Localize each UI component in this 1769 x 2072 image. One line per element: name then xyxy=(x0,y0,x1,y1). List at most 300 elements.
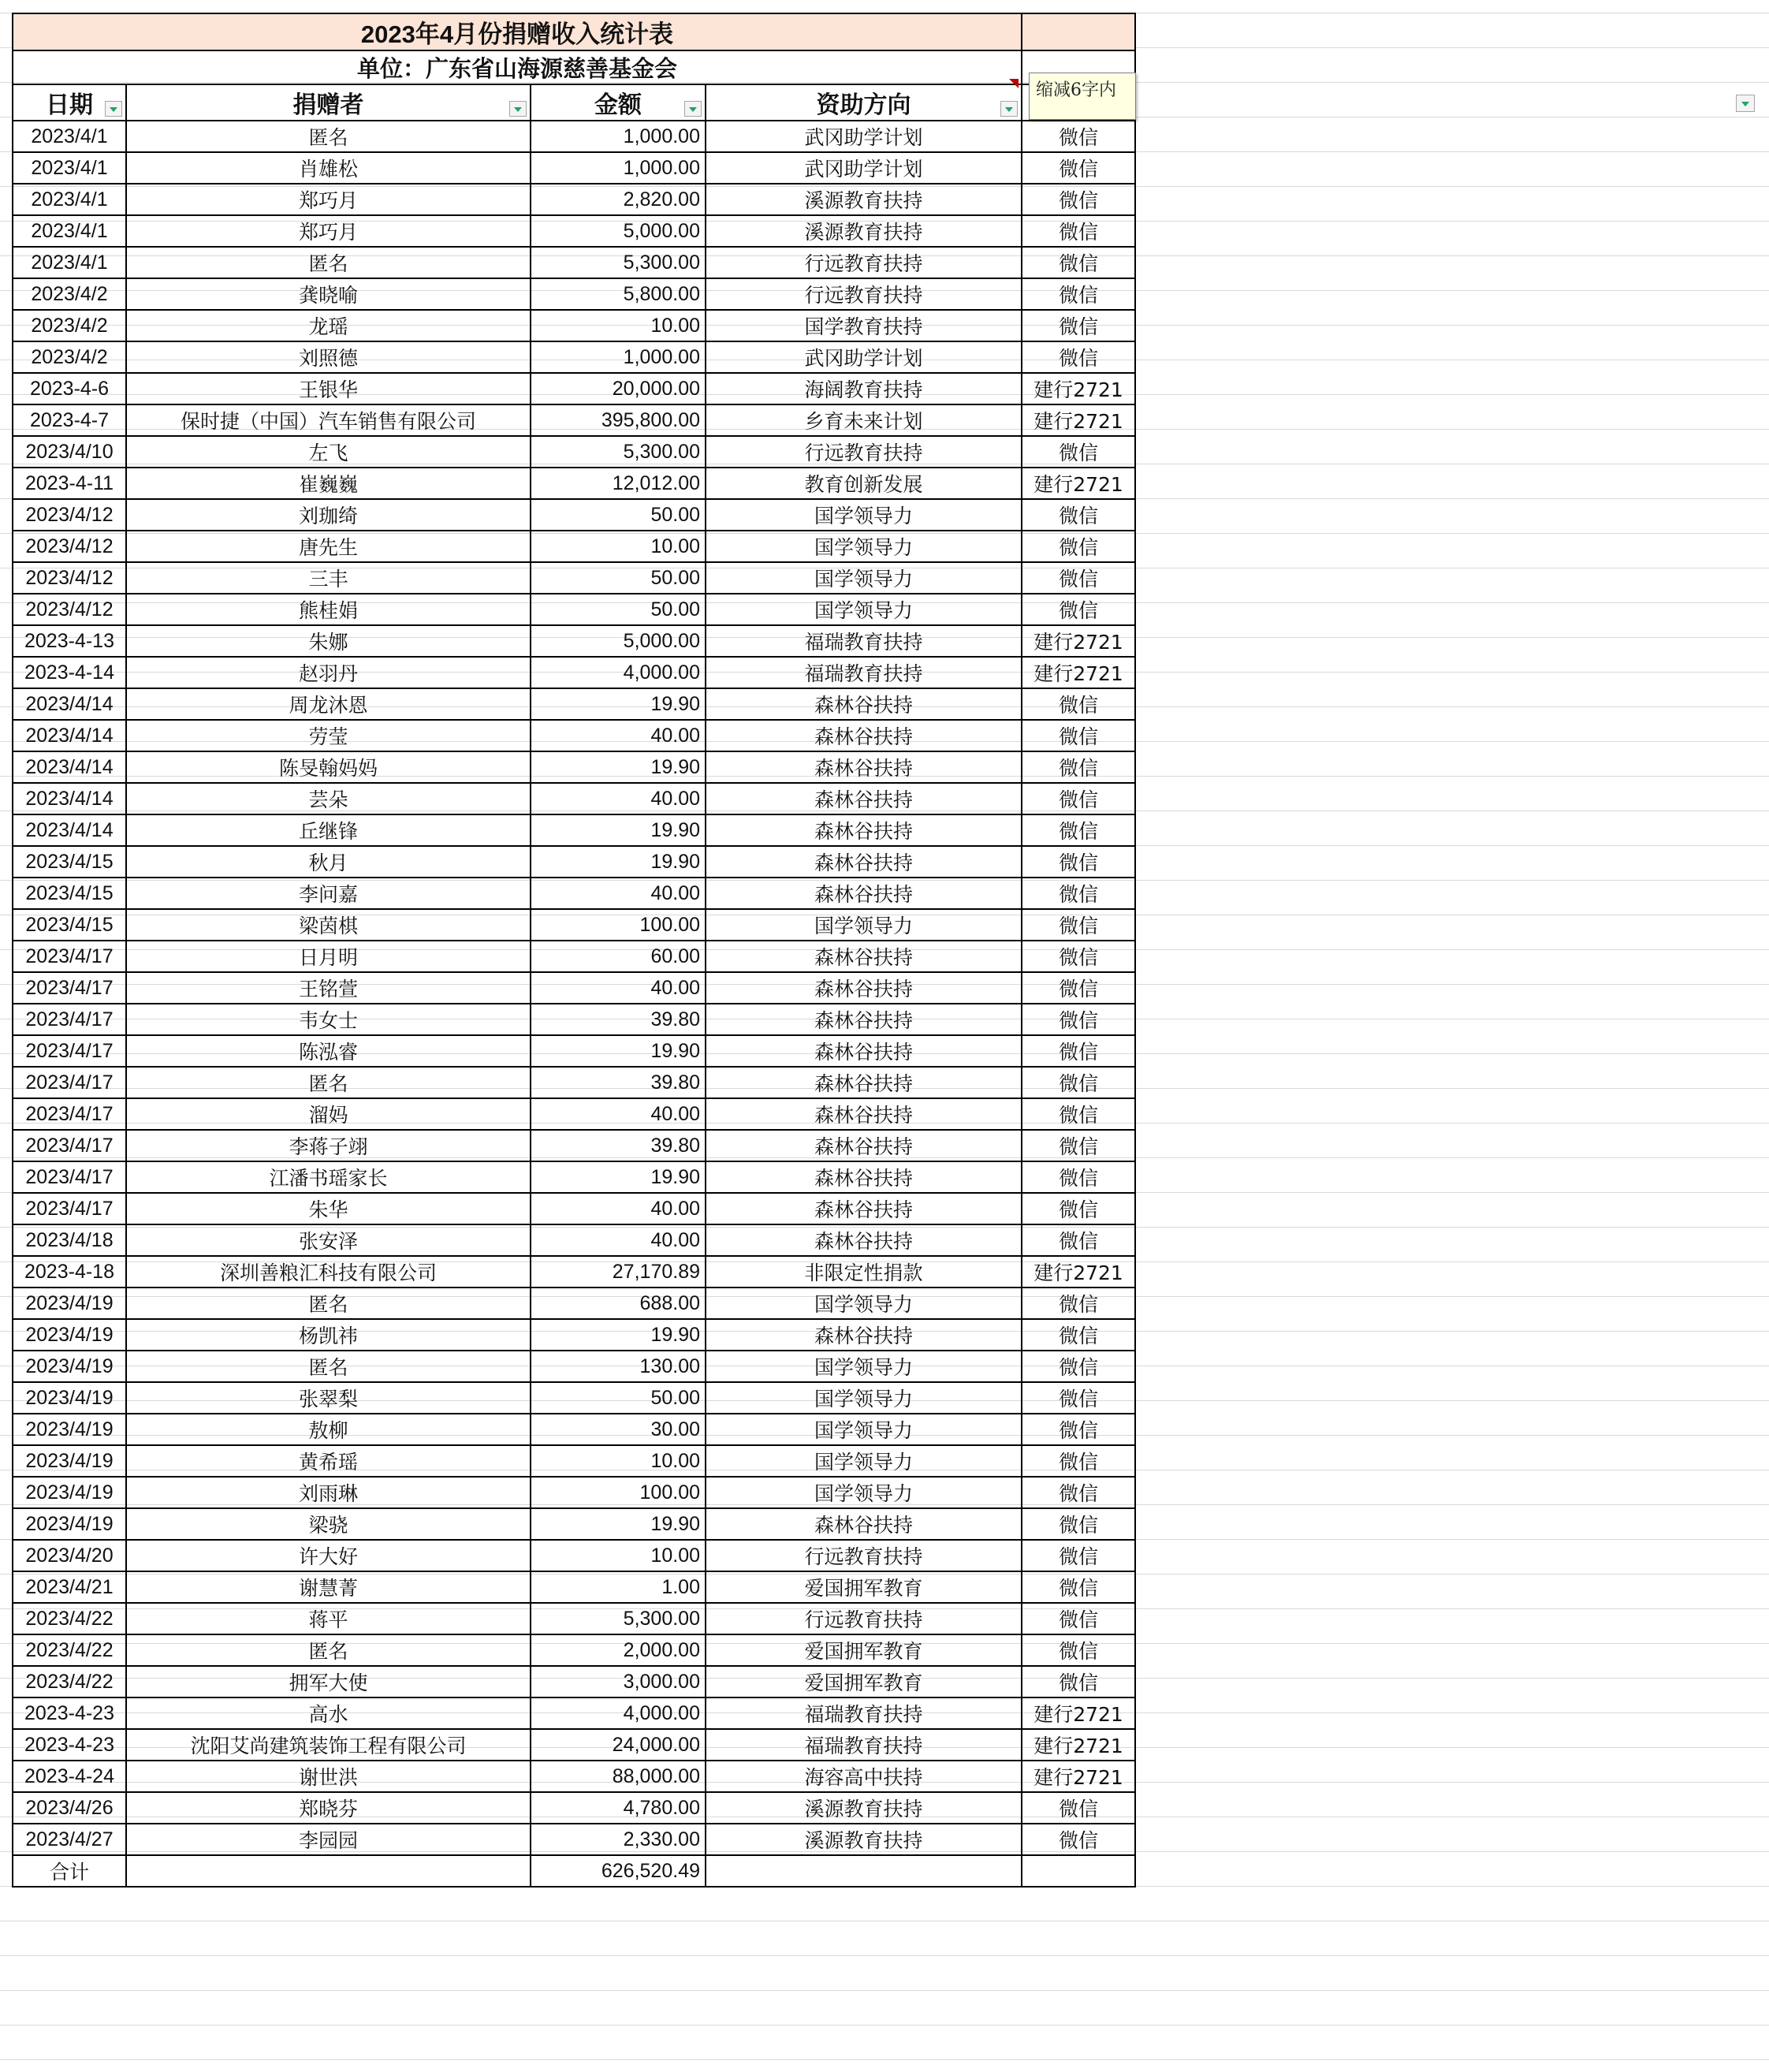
cell-channel[interactable]: 建行2721 xyxy=(1022,1729,1135,1761)
cell-channel[interactable]: 微信 xyxy=(1022,878,1135,909)
total-blank-cell[interactable] xyxy=(1022,1855,1135,1887)
cell-channel[interactable]: 微信 xyxy=(1022,184,1135,215)
cell-date[interactable]: 2023-4-13 xyxy=(13,625,126,657)
cell-direction[interactable]: 武冈助学计划 xyxy=(706,152,1022,184)
cell-channel[interactable]: 建行2721 xyxy=(1022,1761,1135,1792)
unit-label[interactable]: 单位：广东省山海源慈善基金会 xyxy=(13,50,1022,84)
cell-amount[interactable]: 19.90 xyxy=(531,751,706,783)
cell-channel[interactable]: 微信 xyxy=(1022,1161,1135,1193)
cell-channel[interactable]: 微信 xyxy=(1022,436,1135,468)
cell-amount[interactable]: 1,000.00 xyxy=(531,341,706,373)
cell-direction[interactable]: 国学领导力 xyxy=(706,531,1022,562)
cell-date[interactable]: 2023/4/20 xyxy=(13,1540,126,1571)
cell-date[interactable]: 2023/4/17 xyxy=(13,1035,126,1067)
cell-channel[interactable]: 微信 xyxy=(1022,941,1135,972)
cell-amount[interactable]: 1,000.00 xyxy=(531,121,706,152)
cell-direction[interactable]: 爱国拥军教育 xyxy=(706,1571,1022,1603)
cell-channel[interactable]: 微信 xyxy=(1022,1130,1135,1161)
cell-channel[interactable]: 微信 xyxy=(1022,341,1135,373)
cell-amount[interactable]: 40.00 xyxy=(531,720,706,751)
cell-channel[interactable]: 微信 xyxy=(1022,1666,1135,1697)
cell-channel[interactable]: 微信 xyxy=(1022,562,1135,594)
cell-amount[interactable]: 4,780.00 xyxy=(531,1792,706,1824)
cell-direction[interactable]: 溪源教育扶持 xyxy=(706,1792,1022,1824)
cell-date[interactable]: 2023/4/19 xyxy=(13,1414,126,1445)
cell-date[interactable]: 2023/4/22 xyxy=(13,1666,126,1697)
title-blank-cell[interactable] xyxy=(1022,13,1135,50)
cell-date[interactable]: 2023/4/14 xyxy=(13,814,126,846)
cell-amount[interactable]: 40.00 xyxy=(531,1098,706,1130)
cell-date[interactable]: 2023/4/1 xyxy=(13,215,126,247)
cell-donor[interactable]: 秋月 xyxy=(126,846,531,878)
cell-channel[interactable]: 微信 xyxy=(1022,1603,1135,1634)
cell-direction[interactable]: 福瑞教育扶持 xyxy=(706,1729,1022,1761)
cell-direction[interactable]: 森林谷扶持 xyxy=(706,941,1022,972)
cell-amount[interactable]: 50.00 xyxy=(531,594,706,625)
cell-donor[interactable]: 龚晓喻 xyxy=(126,278,531,310)
cell-donor[interactable]: 李问嘉 xyxy=(126,878,531,909)
cell-donor[interactable]: 黄希瑶 xyxy=(126,1445,531,1477)
cell-direction[interactable]: 森林谷扶持 xyxy=(706,1067,1022,1098)
cell-amount[interactable]: 5,300.00 xyxy=(531,247,706,278)
cell-direction[interactable]: 森林谷扶持 xyxy=(706,1193,1022,1224)
cell-donor[interactable]: 谢世洪 xyxy=(126,1761,531,1792)
cell-direction[interactable]: 行远教育扶持 xyxy=(706,1540,1022,1571)
cell-direction[interactable]: 武冈助学计划 xyxy=(706,121,1022,152)
cell-donor[interactable]: 肖雄松 xyxy=(126,152,531,184)
cell-amount[interactable]: 100.00 xyxy=(531,1477,706,1508)
cell-channel[interactable]: 微信 xyxy=(1022,1508,1135,1540)
cell-channel[interactable]: 微信 xyxy=(1022,215,1135,247)
cell-donor[interactable]: 赵羽丹 xyxy=(126,657,531,688)
cell-date[interactable]: 2023/4/15 xyxy=(13,909,126,941)
cell-date[interactable]: 2023/4/10 xyxy=(13,436,126,468)
cell-direction[interactable]: 国学领导力 xyxy=(706,499,1022,531)
cell-amount[interactable]: 50.00 xyxy=(531,499,706,531)
cell-donor[interactable]: 匿名 xyxy=(126,1351,531,1382)
cell-channel[interactable]: 微信 xyxy=(1022,814,1135,846)
cell-direction[interactable]: 国学领导力 xyxy=(706,594,1022,625)
cell-direction[interactable]: 爱国拥军教育 xyxy=(706,1666,1022,1697)
cell-channel[interactable]: 微信 xyxy=(1022,1382,1135,1414)
cell-date[interactable]: 2023/4/12 xyxy=(13,499,126,531)
cell-amount[interactable]: 19.90 xyxy=(531,814,706,846)
cell-donor[interactable]: 匿名 xyxy=(126,121,531,152)
cell-direction[interactable]: 森林谷扶持 xyxy=(706,1508,1022,1540)
cell-amount[interactable]: 19.90 xyxy=(531,1319,706,1351)
cell-amount[interactable]: 1,000.00 xyxy=(531,152,706,184)
cell-amount[interactable]: 40.00 xyxy=(531,1193,706,1224)
cell-donor[interactable]: 敖柳 xyxy=(126,1414,531,1445)
cell-direction[interactable]: 森林谷扶持 xyxy=(706,878,1022,909)
total-amount[interactable]: 626,520.49 xyxy=(531,1855,706,1887)
cell-amount[interactable]: 40.00 xyxy=(531,783,706,814)
cell-channel[interactable]: 微信 xyxy=(1022,1414,1135,1445)
cell-donor[interactable]: 刘照德 xyxy=(126,341,531,373)
cell-date[interactable]: 2023/4/2 xyxy=(13,278,126,310)
cell-direction[interactable]: 行远教育扶持 xyxy=(706,247,1022,278)
cell-donor[interactable]: 高水 xyxy=(126,1697,531,1729)
cell-donor[interactable]: 匿名 xyxy=(126,1634,531,1666)
cell-donor[interactable]: 左飞 xyxy=(126,436,531,468)
cell-donor[interactable]: 韦女士 xyxy=(126,1004,531,1035)
cell-date[interactable]: 2023/4/12 xyxy=(13,531,126,562)
cell-channel[interactable]: 建行2721 xyxy=(1022,1697,1135,1729)
sheet-title[interactable]: 2023年4月份捐赠收入统计表 xyxy=(13,13,1022,50)
cell-direction[interactable]: 森林谷扶持 xyxy=(706,972,1022,1004)
cell-amount[interactable]: 2,330.00 xyxy=(531,1824,706,1855)
cell-channel[interactable]: 微信 xyxy=(1022,247,1135,278)
cell-amount[interactable]: 4,000.00 xyxy=(531,657,706,688)
cell-amount[interactable]: 5,800.00 xyxy=(531,278,706,310)
cell-channel[interactable]: 微信 xyxy=(1022,1288,1135,1319)
cell-channel[interactable]: 微信 xyxy=(1022,531,1135,562)
filter-dropdown-icon[interactable] xyxy=(105,101,122,117)
cell-amount[interactable]: 10.00 xyxy=(531,1540,706,1571)
cell-date[interactable]: 2023/4/15 xyxy=(13,878,126,909)
filter-dropdown-icon[interactable] xyxy=(1000,101,1018,117)
cell-date[interactable]: 2023/4/2 xyxy=(13,341,126,373)
cell-direction[interactable]: 国学领导力 xyxy=(706,1477,1022,1508)
cell-donor[interactable]: 李园园 xyxy=(126,1824,531,1855)
cell-amount[interactable]: 19.90 xyxy=(531,1508,706,1540)
cell-donor[interactable]: 龙瑶 xyxy=(126,310,531,341)
cell-donor[interactable]: 陈旻翰妈妈 xyxy=(126,751,531,783)
cell-amount[interactable]: 130.00 xyxy=(531,1351,706,1382)
cell-amount[interactable]: 39.80 xyxy=(531,1130,706,1161)
cell-donor[interactable]: 三丰 xyxy=(126,562,531,594)
cell-date[interactable]: 2023/4/19 xyxy=(13,1288,126,1319)
cell-amount[interactable]: 3,000.00 xyxy=(531,1666,706,1697)
cell-channel[interactable]: 微信 xyxy=(1022,121,1135,152)
cell-channel[interactable]: 微信 xyxy=(1022,1634,1135,1666)
cell-amount[interactable]: 27,170.89 xyxy=(531,1256,706,1288)
cell-channel[interactable]: 微信 xyxy=(1022,1035,1135,1067)
cell-amount[interactable]: 395,800.00 xyxy=(531,404,706,436)
cell-date[interactable]: 2023/4/26 xyxy=(13,1792,126,1824)
cell-direction[interactable]: 国学领导力 xyxy=(706,1288,1022,1319)
cell-comment-box[interactable]: 缩减6字内 xyxy=(1029,73,1136,120)
cell-donor[interactable]: 蒋平 xyxy=(126,1603,531,1634)
cell-date[interactable]: 2023/4/19 xyxy=(13,1319,126,1351)
cell-donor[interactable]: 匿名 xyxy=(126,1288,531,1319)
cell-amount[interactable]: 40.00 xyxy=(531,1224,706,1256)
table-row xyxy=(13,184,1135,215)
cell-direction[interactable]: 国学领导力 xyxy=(706,1445,1022,1477)
cell-direction[interactable]: 森林谷扶持 xyxy=(706,1319,1022,1351)
cell-date[interactable]: 2023-4-24 xyxy=(13,1761,126,1792)
cell-channel[interactable]: 微信 xyxy=(1022,1351,1135,1382)
cell-date[interactable]: 2023/4/2 xyxy=(13,310,126,341)
cell-amount[interactable]: 10.00 xyxy=(531,310,706,341)
cell-amount[interactable]: 5,000.00 xyxy=(531,625,706,657)
cell-direction[interactable]: 森林谷扶持 xyxy=(706,1004,1022,1035)
cell-direction[interactable]: 森林谷扶持 xyxy=(706,1035,1022,1067)
cell-donor[interactable]: 刘雨琳 xyxy=(126,1477,531,1508)
cell-donor[interactable]: 拥军大使 xyxy=(126,1666,531,1697)
cell-amount[interactable]: 39.80 xyxy=(531,1067,706,1098)
cell-direction[interactable]: 福瑞教育扶持 xyxy=(706,657,1022,688)
cell-date[interactable]: 2023/4/17 xyxy=(13,1193,126,1224)
cell-amount[interactable]: 10.00 xyxy=(531,531,706,562)
cell-channel[interactable]: 微信 xyxy=(1022,751,1135,783)
total-label[interactable]: 合计 xyxy=(13,1855,126,1887)
cell-channel[interactable]: 微信 xyxy=(1022,783,1135,814)
cell-donor[interactable]: 深圳善粮汇科技有限公司 xyxy=(126,1256,531,1288)
cell-date[interactable]: 2023/4/12 xyxy=(13,594,126,625)
cell-amount[interactable]: 10.00 xyxy=(531,1445,706,1477)
cell-amount[interactable]: 88,000.00 xyxy=(531,1761,706,1792)
filter-dropdown-icon[interactable] xyxy=(684,101,702,117)
cell-date[interactable]: 2023/4/21 xyxy=(13,1571,126,1603)
total-blank-cell[interactable] xyxy=(126,1855,531,1887)
cell-amount[interactable]: 30.00 xyxy=(531,1414,706,1445)
cell-donor[interactable]: 劳莹 xyxy=(126,720,531,751)
cell-date[interactable]: 2023/4/17 xyxy=(13,1130,126,1161)
cell-channel[interactable]: 建行2721 xyxy=(1022,1256,1135,1288)
cell-date[interactable]: 2023/4/27 xyxy=(13,1824,126,1855)
cell-amount[interactable]: 50.00 xyxy=(531,562,706,594)
cell-donor[interactable]: 熊桂娟 xyxy=(126,594,531,625)
cell-direction[interactable]: 森林谷扶持 xyxy=(706,783,1022,814)
cell-donor[interactable]: 朱华 xyxy=(126,1193,531,1224)
cell-direction[interactable]: 乡育未来计划 xyxy=(706,404,1022,436)
cell-direction[interactable]: 森林谷扶持 xyxy=(706,814,1022,846)
table-row xyxy=(13,1477,1135,1508)
cell-donor[interactable]: 张安泽 xyxy=(126,1224,531,1256)
cell-direction[interactable]: 森林谷扶持 xyxy=(706,688,1022,720)
cell-date[interactable]: 2023/4/14 xyxy=(13,720,126,751)
cell-donor[interactable]: 溜妈 xyxy=(126,1098,531,1130)
cell-date[interactable]: 2023-4-14 xyxy=(13,657,126,688)
cell-donor[interactable]: 王铭萱 xyxy=(126,972,531,1004)
cell-donor[interactable]: 江潘书瑶家长 xyxy=(126,1161,531,1193)
cell-donor[interactable]: 杨凯祎 xyxy=(126,1319,531,1351)
cell-amount[interactable]: 2,820.00 xyxy=(531,184,706,215)
cell-date[interactable]: 2023-4-18 xyxy=(13,1256,126,1288)
cell-direction[interactable]: 森林谷扶持 xyxy=(706,846,1022,878)
cell-donor[interactable]: 谢慧菁 xyxy=(126,1571,531,1603)
cell-date[interactable]: 2023/4/12 xyxy=(13,562,126,594)
cell-direction[interactable]: 福瑞教育扶持 xyxy=(706,1697,1022,1729)
cell-date[interactable]: 2023/4/19 xyxy=(13,1508,126,1540)
cell-donor[interactable]: 保时捷（中国）汽车销售有限公司 xyxy=(126,404,531,436)
cell-amount[interactable]: 24,000.00 xyxy=(531,1729,706,1761)
cell-channel[interactable]: 微信 xyxy=(1022,846,1135,878)
cell-date[interactable]: 2023/4/19 xyxy=(13,1382,126,1414)
cell-amount[interactable]: 40.00 xyxy=(531,878,706,909)
cell-donor[interactable]: 崔巍巍 xyxy=(126,468,531,499)
cell-channel[interactable]: 微信 xyxy=(1022,278,1135,310)
cell-channel[interactable]: 微信 xyxy=(1022,1540,1135,1571)
cell-direction[interactable]: 国学领导力 xyxy=(706,909,1022,941)
cell-direction[interactable]: 海阔教育扶持 xyxy=(706,373,1022,404)
cell-amount[interactable]: 19.90 xyxy=(531,1035,706,1067)
cell-direction[interactable]: 行远教育扶持 xyxy=(706,278,1022,310)
cell-donor[interactable]: 张翠梨 xyxy=(126,1382,531,1414)
cell-donor[interactable]: 匿名 xyxy=(126,247,531,278)
cell-donor[interactable]: 郑巧月 xyxy=(126,215,531,247)
header-amount[interactable] xyxy=(531,84,706,121)
cell-donor[interactable]: 王银华 xyxy=(126,373,531,404)
cell-date[interactable]: 2023-4-23 xyxy=(13,1697,126,1729)
cell-channel[interactable]: 微信 xyxy=(1022,594,1135,625)
cell-donor[interactable]: 陈泓睿 xyxy=(126,1035,531,1067)
cell-channel[interactable]: 微信 xyxy=(1022,1193,1135,1224)
header-donor[interactable] xyxy=(126,84,531,121)
cell-direction[interactable]: 森林谷扶持 xyxy=(706,1161,1022,1193)
cell-amount[interactable]: 20,000.00 xyxy=(531,373,706,404)
cell-donor[interactable]: 日月明 xyxy=(126,941,531,972)
cell-date[interactable]: 2023/4/17 xyxy=(13,941,126,972)
cell-date[interactable]: 2023/4/14 xyxy=(13,688,126,720)
cell-date[interactable]: 2023/4/17 xyxy=(13,1067,126,1098)
cell-donor[interactable]: 芸朵 xyxy=(126,783,531,814)
cell-date[interactable]: 2023-4-7 xyxy=(13,404,126,436)
cell-direction[interactable]: 森林谷扶持 xyxy=(706,720,1022,751)
cell-donor[interactable]: 刘珈绮 xyxy=(126,499,531,531)
cell-date[interactable]: 2023/4/14 xyxy=(13,783,126,814)
cell-date[interactable]: 2023/4/19 xyxy=(13,1351,126,1382)
donation-table xyxy=(12,13,1136,1888)
cell-date[interactable]: 2023/4/22 xyxy=(13,1634,126,1666)
cell-channel[interactable]: 微信 xyxy=(1022,152,1135,184)
cell-direction[interactable]: 森林谷扶持 xyxy=(706,751,1022,783)
cell-donor[interactable]: 李蒋子翊 xyxy=(126,1130,531,1161)
cell-channel[interactable]: 微信 xyxy=(1022,1571,1135,1603)
cell-donor[interactable]: 匿名 xyxy=(126,1067,531,1098)
cell-donor[interactable]: 梁骁 xyxy=(126,1508,531,1540)
cell-channel[interactable]: 建行2721 xyxy=(1022,657,1135,688)
cell-direction[interactable]: 国学领导力 xyxy=(706,1414,1022,1445)
cell-direction[interactable]: 爱国拥军教育 xyxy=(706,1634,1022,1666)
cell-direction[interactable]: 国学领导力 xyxy=(706,1382,1022,1414)
cell-channel[interactable]: 建行2721 xyxy=(1022,373,1135,404)
cell-direction[interactable]: 溪源教育扶持 xyxy=(706,1824,1022,1855)
cell-date[interactable]: 2023/4/1 xyxy=(13,184,126,215)
cell-date[interactable]: 2023/4/19 xyxy=(13,1477,126,1508)
cell-date[interactable]: 2023/4/17 xyxy=(13,1004,126,1035)
cell-direction[interactable]: 行远教育扶持 xyxy=(706,436,1022,468)
cell-date[interactable]: 2023-4-23 xyxy=(13,1729,126,1761)
cell-amount[interactable]: 100.00 xyxy=(531,909,706,941)
cell-date[interactable]: 2023/4/18 xyxy=(13,1224,126,1256)
cell-amount[interactable]: 688.00 xyxy=(531,1288,706,1319)
cell-donor[interactable]: 丘继锋 xyxy=(126,814,531,846)
cell-amount[interactable]: 60.00 xyxy=(531,941,706,972)
cell-donor[interactable]: 郑巧月 xyxy=(126,184,531,215)
cell-direction[interactable]: 非限定性捐款 xyxy=(706,1256,1022,1288)
cell-direction[interactable]: 海容高中扶持 xyxy=(706,1761,1022,1792)
cell-amount[interactable]: 5,000.00 xyxy=(531,215,706,247)
cell-amount[interactable]: 12,012.00 xyxy=(531,468,706,499)
cell-direction[interactable]: 溪源教育扶持 xyxy=(706,215,1022,247)
cell-direction[interactable]: 武冈助学计划 xyxy=(706,341,1022,373)
cell-direction[interactable]: 森林谷扶持 xyxy=(706,1098,1022,1130)
cell-donor[interactable]: 朱娜 xyxy=(126,625,531,657)
cell-channel[interactable]: 微信 xyxy=(1022,720,1135,751)
cell-channel[interactable]: 微信 xyxy=(1022,909,1135,941)
cell-direction[interactable]: 福瑞教育扶持 xyxy=(706,625,1022,657)
cell-amount[interactable]: 19.90 xyxy=(531,846,706,878)
cell-channel[interactable]: 微信 xyxy=(1022,1477,1135,1508)
cell-channel[interactable]: 微信 xyxy=(1022,1067,1135,1098)
cell-channel[interactable]: 建行2721 xyxy=(1022,404,1135,436)
cell-channel[interactable]: 微信 xyxy=(1022,688,1135,720)
cell-amount[interactable]: 40.00 xyxy=(531,972,706,1004)
cell-channel[interactable]: 微信 xyxy=(1022,972,1135,1004)
cell-date[interactable]: 2023/4/15 xyxy=(13,846,126,878)
header-direction[interactable] xyxy=(706,84,1022,121)
cell-donor[interactable]: 唐先生 xyxy=(126,531,531,562)
cell-direction[interactable]: 森林谷扶持 xyxy=(706,1130,1022,1161)
total-blank-cell[interactable] xyxy=(706,1855,1022,1887)
cell-direction[interactable]: 国学领导力 xyxy=(706,562,1022,594)
cell-date[interactable]: 2023/4/1 xyxy=(13,121,126,152)
cell-channel[interactable]: 微信 xyxy=(1022,310,1135,341)
cell-amount[interactable]: 19.90 xyxy=(531,688,706,720)
cell-direction[interactable]: 溪源教育扶持 xyxy=(706,184,1022,215)
cell-date[interactable]: 2023-4-6 xyxy=(13,373,126,404)
cell-date[interactable]: 2023-4-11 xyxy=(13,468,126,499)
cell-channel[interactable]: 微信 xyxy=(1022,1792,1135,1824)
table-row xyxy=(13,1540,1135,1571)
cell-date[interactable]: 2023/4/14 xyxy=(13,751,126,783)
cell-date[interactable]: 2023/4/1 xyxy=(13,247,126,278)
cell-date[interactable]: 2023/4/19 xyxy=(13,1445,126,1477)
table-row xyxy=(13,1224,1135,1256)
cell-direction[interactable]: 国学领导力 xyxy=(706,1351,1022,1382)
cell-channel[interactable]: 建行2721 xyxy=(1022,468,1135,499)
cell-channel[interactable]: 微信 xyxy=(1022,1224,1135,1256)
cell-donor[interactable]: 许大好 xyxy=(126,1540,531,1571)
cell-channel[interactable]: 微信 xyxy=(1022,1824,1135,1855)
cell-amount[interactable]: 39.80 xyxy=(531,1004,706,1035)
cell-donor[interactable]: 沈阳艾尚建筑装饰工程有限公司 xyxy=(126,1729,531,1761)
cell-direction[interactable]: 国学教育扶持 xyxy=(706,310,1022,341)
header-date[interactable] xyxy=(13,84,126,121)
filter-dropdown-icon[interactable] xyxy=(1736,95,1755,112)
cell-amount[interactable]: 19.90 xyxy=(531,1161,706,1193)
cell-channel[interactable]: 微信 xyxy=(1022,499,1135,531)
cell-channel[interactable]: 微信 xyxy=(1022,1098,1135,1130)
cell-channel[interactable]: 微信 xyxy=(1022,1445,1135,1477)
cell-date[interactable]: 2023/4/1 xyxy=(13,152,126,184)
cell-amount[interactable]: 5,300.00 xyxy=(531,1603,706,1634)
comment-indicator-icon[interactable] xyxy=(1009,79,1019,88)
cell-direction[interactable]: 行远教育扶持 xyxy=(706,1603,1022,1634)
cell-date[interactable]: 2023/4/17 xyxy=(13,1098,126,1130)
cell-amount[interactable]: 5,300.00 xyxy=(531,436,706,468)
cell-amount[interactable]: 4,000.00 xyxy=(531,1697,706,1729)
cell-direction[interactable]: 教育创新发展 xyxy=(706,468,1022,499)
cell-amount[interactable]: 1.00 xyxy=(531,1571,706,1603)
cell-channel[interactable]: 建行2721 xyxy=(1022,625,1135,657)
cell-date[interactable]: 2023/4/17 xyxy=(13,972,126,1004)
table-row xyxy=(13,972,1135,1004)
cell-amount[interactable]: 50.00 xyxy=(531,1382,706,1414)
cell-donor[interactable]: 梁茵棋 xyxy=(126,909,531,941)
cell-channel[interactable]: 微信 xyxy=(1022,1004,1135,1035)
cell-channel[interactable]: 微信 xyxy=(1022,1319,1135,1351)
cell-direction[interactable]: 森林谷扶持 xyxy=(706,1224,1022,1256)
cell-date[interactable]: 2023/4/22 xyxy=(13,1603,126,1634)
filter-dropdown-icon[interactable] xyxy=(509,101,527,117)
cell-date[interactable]: 2023/4/17 xyxy=(13,1161,126,1193)
cell-donor[interactable]: 郑晓芬 xyxy=(126,1792,531,1824)
cell-donor[interactable]: 周龙沐恩 xyxy=(126,688,531,720)
cell-amount[interactable]: 2,000.00 xyxy=(531,1634,706,1666)
